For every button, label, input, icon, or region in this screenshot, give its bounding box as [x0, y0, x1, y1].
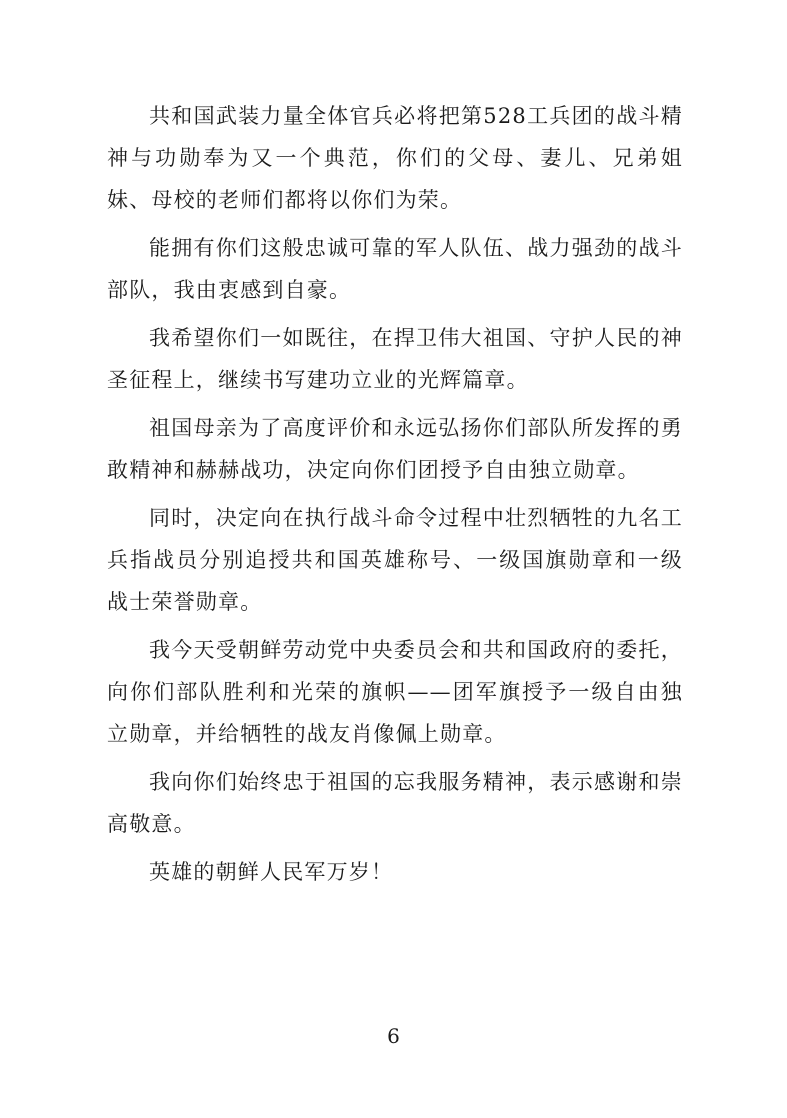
paragraph: 我今天受朝鲜劳动党中央委员会和共和国政府的委托，向你们部队胜利和光荣的旗帜——团军旗授予一级自由独立勋章，并给牺牲的战友肖像佩上勋章。	[107, 638, 683, 746]
paragraph: 英雄的朝鲜人民军万岁！	[149, 860, 394, 884]
paragraph: 我希望你们一如既往，在捍卫伟大祖国、守护人民的神圣征程上，继续书写建功立业的光辉篇章。	[107, 326, 683, 392]
paragraph: 共和国武装力量全体官兵必将把第528工兵团的战斗精神与功勋奉为又一个典范，你们的父母、妻儿、兄弟姐妹、母校的老师们都将以你们为荣。	[107, 104, 683, 212]
paragraph: 能拥有你们这般忠诚可靠的军人队伍、战力强劲的战斗部队，我由衷感到自豪。	[107, 236, 683, 302]
page-number: 6	[387, 1024, 400, 1048]
document-body	[107, 95, 683, 899]
paragraph: 祖国母亲为了高度评价和永远弘扬你们部队所发挥的勇敢精神和赫赫战功，决定向你们团授予自由独立勋章。	[107, 416, 683, 482]
paragraph: 我向你们始终忠于祖国的忘我服务精神，表示感谢和崇高敬意。	[107, 770, 683, 836]
paragraph: 同时，决定向在执行战斗命令过程中壮烈牺牲的九名工兵指战员分别追授共和国英雄称号、一级国旗勋章和一级战士荣誉勋章。	[107, 506, 683, 614]
